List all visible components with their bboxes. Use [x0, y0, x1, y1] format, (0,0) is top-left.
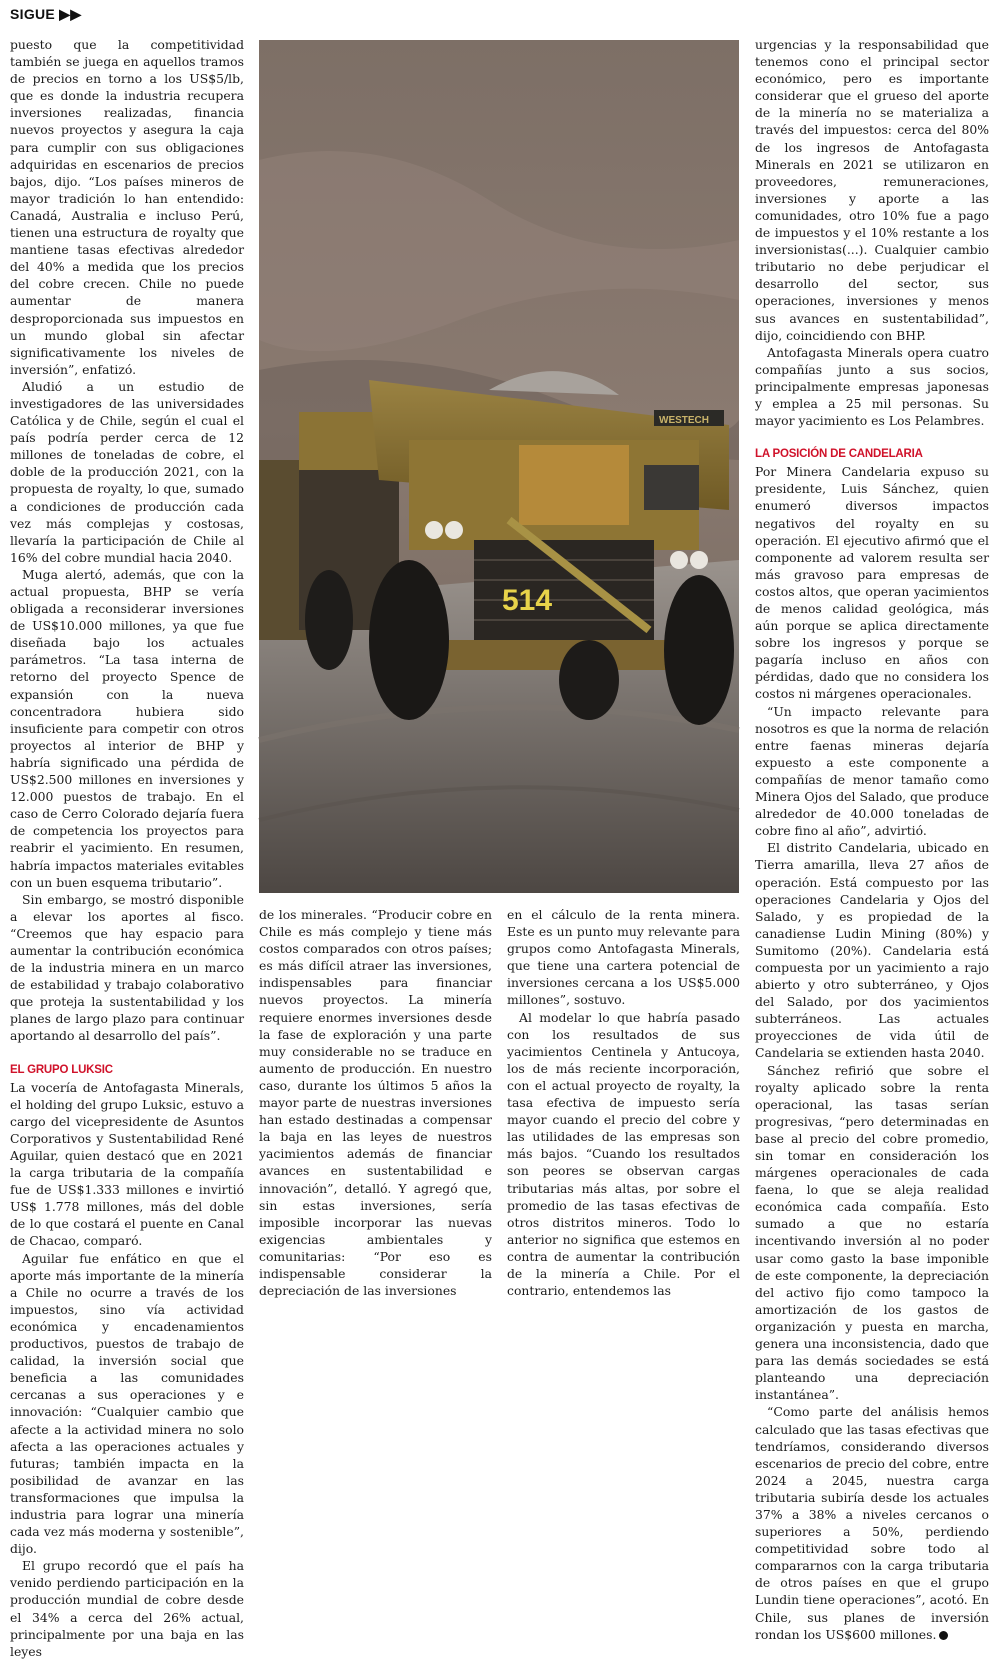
- paragraph: Al modelar lo que habría pasado con los resultados de sus yacimientos Centinela y Antucoya, los de más reciente incorporación, con el actual proyecto de royalty, la tasa efectiva de impuesto sería mayor cuando el precio del cobre y las utilidades de las empresas son más bajos. “Cuando los resultados son peores se observan cargas tributarias más altas, por sobre el promedio de las tasas efectivas de otros distritos mineros. Todo lo anterior no significa que estemos en contra de aumentar la contribución de la minería a Chile. Por el contrario, entendemos las: [507, 1009, 740, 1299]
- paragraph: puesto que la competitividad también se juega en aquellos tramos de precios en torno a los US$5/lb, que es donde la industria recupera inversiones realizadas, financia nuevos proyectos y asegura la caja para cumplir con sus obligaciones adquiridas en escenarios de precios bajos, dijo. “Los países mineros de mayor tradición lo han entendido: Canadá, Australia e incluso Perú, tienen una estructura de royalty que mantiene tasas efectivas alrededor del 40% a medida que los precios del cobre crecen. Chile no puede aumentar de manera desproporcionada sus impuestos en un mundo global sin afectar significativamente los niveles de inversión”, enfatizó.: [10, 37, 244, 377]
- paragraph: Aguilar fue enfático en que el aporte más importante de la minería a Chile no ocurre a través de los impuestos, sino vía actividad económica y encadenamientos productivos, puestos de trabajo de calidad, la inversión social que beneficia a las comunidades cercanas a sus operaciones y e innovación: “Cualquier cambio que afecte a la actividad minera no solo afecta a las operaciones actuales y futuras; también impacta en la posibilidad de avanzar en las transformaciones que impulsa la industria para lograr una minería cada vez más moderna y sostenible”, dijo.: [10, 1250, 244, 1557]
- paragraph: El distrito Candelaria, ubicado en Tierra amarilla, lleva 27 años de operación. Está compuesto por las operaciones Candelaria y Ojos del Salado, y es propiedad de la canadiense Ludin Mining (80%) y Sumitomo (20%). Candelaria está compuesta por un yacimiento a rajo abierto y otro subterráneo, y Ojos del Salado, por dos yacimientos subterráneos. Las actuales proyecciones de vida útil de Candelaria se extienden hasta 2040.: [755, 840, 989, 1061]
- article-column-2: [259, 906, 492, 1299]
- section-heading-candelaria: LA POSICIÓN DE CANDELARIA: [755, 448, 923, 461]
- paragraph: Antofagasta Minerals opera cuatro compañías junto a sus socios, principalmente empresas japonesas y emplea a 25 mil personas. Su mayor yacimiento es Los Pelambres.: [755, 344, 989, 429]
- paragraph: en el cálculo de la renta minera. Este es un punto muy relevante para grupos como Antofagasta Minerals, que tiene una cartera potencial de inversiones cercana a los US$5.000 millones”, sostuvo.: [507, 907, 740, 1008]
- paragraph: La vocería de Antofagasta Minerals, el holding del grupo Luksic, estuvo a cargo del vicepresidente de Asuntos Corporativos y Sustentabilidad René Aguilar, quien destacó que en 2021 la carga tributaria de la compañía fue de US$1.333 millones e invirtió US$ 1.778 millones, más del doble de lo que costará el puente en Canal de Chacao, comparó.: [10, 1079, 244, 1249]
- paragraph: de los minerales. “Producir cobre en Chile es más complejo y tiene más costos comparados con otros países; es más difícil atraer las inversiones, indispensables para financiar nuevos proyectos. La minería requiere enormes inversiones desde la fase de exploración y una parte muy considerable no se traduce en aumento de producción. En nuestro caso, durante los últimos 5 años la mayor parte de nuestras inversiones han estado destinadas a compensar la baja en las leyes de nuestros yacimientos además de financiar avances en sustentabilidad e innovación”, detalló. Y agregó que, sin estas inversiones, sería imposible incorporar las nuevas exigencias ambientales y comunitarias: “Por eso es indispensable considerar la depreciación de las inversiones: [259, 907, 492, 1299]
- paragraph: Muga alertó, además, que con la actual propuesta, BHP se vería obligada a reconsiderar inversiones de US$10.000 millones, ya que fue diseñada bajo los actuales parámetros. “La tasa interna de retorno del proyecto Spence de expansión con la nueva concentradora hubiera sido insuficiente para competir con otros proyectos al interior de BHP y habría significado una pérdida de US$2.500 millones en inversiones y 12.000 puestos de trabajo. En el caso de Cerro Colorado dejaría fuera de competencia los proyectos para reabrir el yacimiento. En resumen, habría impactos materiales evitables con un buen esquema tributario”.: [10, 566, 244, 890]
- paragraph: Aludió a un estudio de investigadores de las universidades Católica y de Chile, según el cual el país podría perder cerca de 12 millones de toneladas de cobre, el doble de la producción 2021, con la propuesta de royalty, lo que, sumado a condiciones de producción cada vez más complejas y costosas, llevaría la participación de Chile al 16% del cobre mundial hacia 2040.: [10, 378, 244, 565]
- paragraph: El grupo recordó que el país ha venido perdiendo participación en la producción mundial de cobre desde el 34% a cerca del 26% actual, principalmente por una baja en las leyes: [10, 1558, 244, 1659]
- continues-label: SIGUE ▶▶: [10, 6, 82, 22]
- paragraph: Sin embargo, se mostró disponible a elevar los aportes al fisco. “Creemos que hay espacio para aumentar la contribución económica de la industria minera en un marco de estabilidad y trabajo colaborativo que proteja la sustentabilidad y los planes de largo plazo para continuar aportando al desarrollo del país”.: [10, 891, 244, 1044]
- truck-brand-label: WESTECH: [659, 415, 709, 426]
- mining-truck-photo: [259, 40, 739, 893]
- paragraph: urgencias y la responsabilidad que tenemos cono el principal sector económico, pero es importante considerar que el grueso del aporte de la minería no se materializa a través del impuestos: cerca del 80% de los ingresos de Antofagasta Minerals en 2021 se utilizaron en proveedores, remuneraciones, inversiones y aporte a las comunidades, otro 10% fue a pago de impuestos y el 10% restante a los inversionistas(...). Cualquier cambio tributario no debe perjudicar el desarrollo del sector, sus operaciones, inversiones y menos sus avances en sustentabilidad”, dijo, coincidiendo con BHP.: [755, 37, 989, 343]
- article-column-4: [755, 36, 989, 1642]
- article-column-3: [507, 906, 740, 1299]
- paragraph: [755, 1403, 989, 1642]
- paragraph-text: “Como parte del análisis hemos calculado que las tasas efectivas que tendríamos, considerando diversos escenarios de precio del cobre, entre 2024 a 2045, nuestra carga tributaria subiría desde los actuales 37% a 38% a niveles cercanos o superiores a 50%, perdiendo competitividad sobre todo al compararnos con la carga tributaria de otros países en que el grupo Lundin tiene operaciones”, acotó. En Chile, sus planes de inversión rondan los US$600 millones.: [755, 1404, 989, 1642]
- paragraph: “Un impacto relevante para nosotros es que la norma de relación entre faenas mineras dejaría expuesto a este componente a compañías de menor tamaño como Minera Ojos del Salado, que produce alrededor de 40.000 toneladas de cobre fino al año”, advirtió.: [755, 703, 989, 839]
- paragraph: Sánchez refirió que sobre el royalty aplicado sobre la renta operacional, las tasas serían progresivas, “pero determinadas en base al precio del cobre promedio, sin tomar en consideración los márgenes operacionales de cada faena, lo que se aleja realidad económica cada compañía. Esto sumado a que no estaría incentivando inversión al no poder usar como gasto la base imponible de este componente, la depreciación del activo fijo como tampoco la amortización de los gastos de organización y puesta en marcha, genera una inconsistencia, dado que para las demás sociedades se está planteando una depreciación instantánea”.: [755, 1062, 989, 1403]
- paragraph: Por Minera Candelaria expuso su presidente, Luis Sánchez, quien enumeró diversos impactos negativos del royalty en su operación. El ejecutivo afirmó que el componente ad valorem resulta ser más gravoso para empresas de costos altos, que operan yacimientos de menos calidad geológica, más aún porque se aplica directamente sobre los ingresos y porque se pagaría incluso en años con pérdidas, dado que no considera los costos ni márgenes operacionales.: [755, 464, 989, 702]
- end-of-article-icon: P: [939, 1631, 948, 1640]
- article-column-1: [10, 36, 244, 1659]
- truck-number: 514: [502, 584, 553, 617]
- section-heading-luksic: EL GRUPO LUKSIC: [10, 1063, 113, 1076]
